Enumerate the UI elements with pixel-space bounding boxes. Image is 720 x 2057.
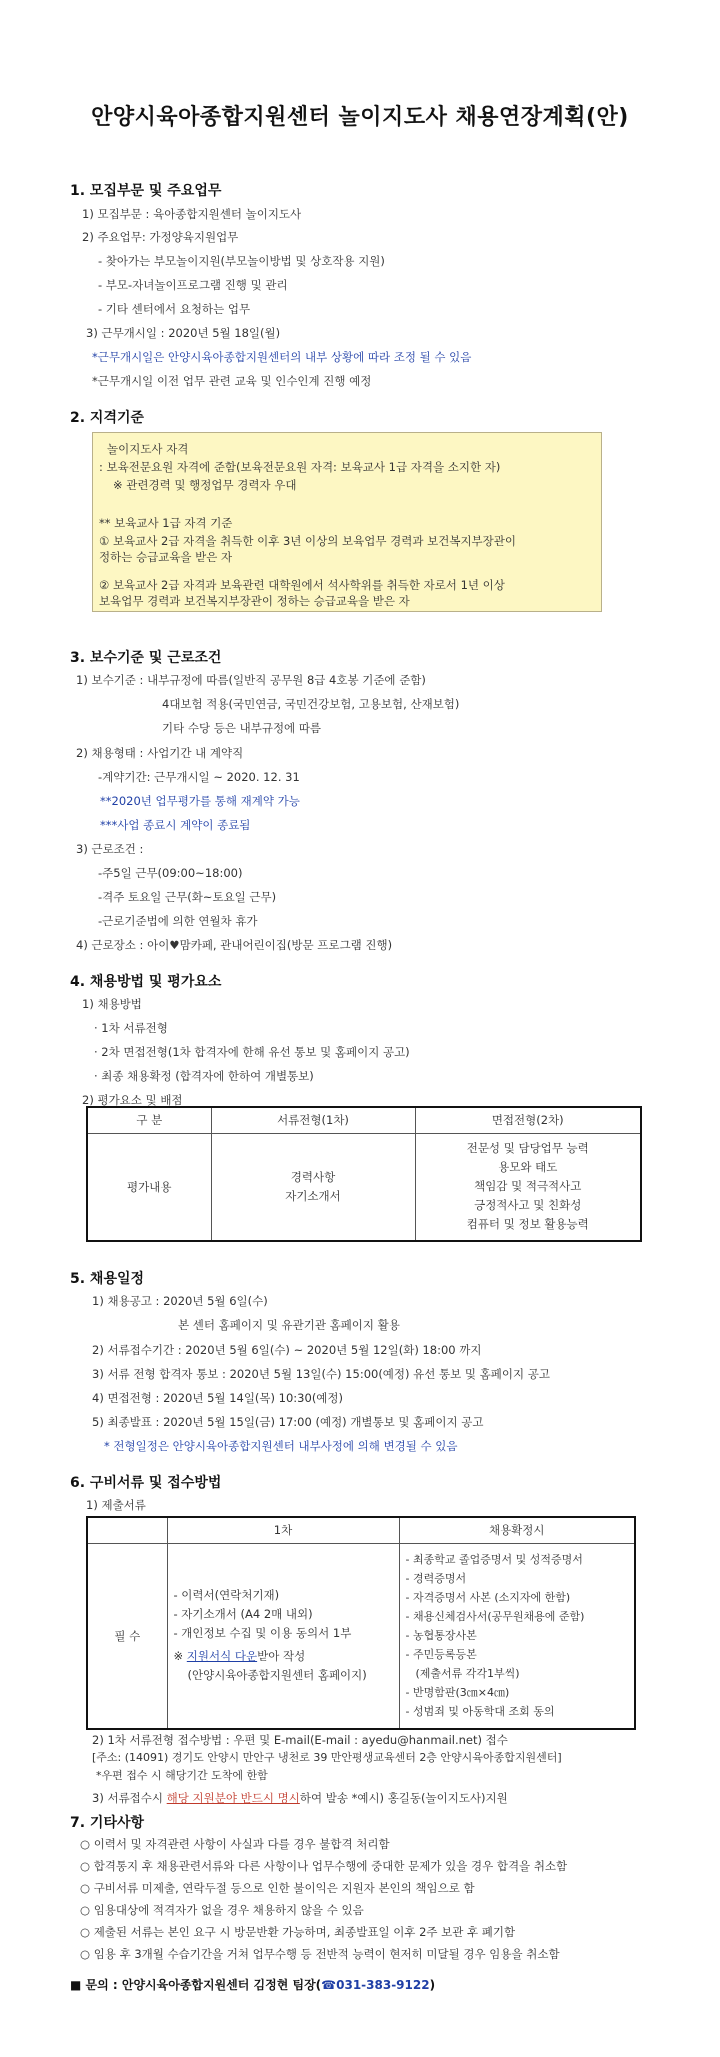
s1-line: 3) 근무개시일 : 2020년 5월 18일(월) [86, 326, 281, 340]
s3-line: 4) 근로장소 : 아이♥맘카페, 관내어린이집(방문 프로그램 진행) [76, 938, 393, 952]
table-cell-interview [415, 1133, 641, 1241]
contact-phone[interactable]: ☎031-383-9122 [321, 1978, 430, 1992]
cell-line [174, 1647, 399, 1666]
cell-line: - 자기소개서 (A4 2매 내외) [173, 1607, 313, 1622]
s1-line: 1) 모집부문 : 육아종합지원센터 놀이지도사 [82, 207, 302, 221]
text-prefix: 3) 서류접수시 [92, 1791, 167, 1805]
cell-line: (안양시육아종합지원센터 홈페이지) [187, 1668, 367, 1683]
box-line: ① 보육교사 2급 자격을 취득한 이후 3년 이상의 보육업무 경력과 보건복지부장관이 [99, 534, 516, 548]
cell-line: 용모와 태도 [498, 1160, 558, 1175]
s5-line: 3) 서류 전형 합격자 통보 : 2020년 5월 13일(수) 15:00(예정) 유선 통보 및 홈페이지 공고 [92, 1367, 550, 1381]
s3-line: -계약기간: 근무개시일 ~ 2020. 12. 31 [98, 770, 300, 784]
section-1-heading: 1. 모집부문 및 주요업무 [70, 183, 222, 199]
box-line: : 보육전문요원 자격에 준함(보육전문요원 자격: 보육교사 1급 자격을 소지한 자) [99, 460, 501, 474]
s6-line: 2) 1차 서류전형 접수방법 : 우편 및 E-mail(E-mail : ayedu@hanmail.net) 접수 [92, 1733, 508, 1747]
cell-line: - 경력증명서 [405, 1572, 467, 1586]
s5-note-blue: * 전형일정은 안양시육아종합지원센터 내부사정에 의해 변경될 수 있음 [104, 1439, 458, 1453]
s1-line: - 찾아가는 부모놀이지원(부모놀이방법 및 상호작용 지원) [98, 254, 385, 268]
contact-label: ■ 문의 : 안양시육아종합지원센터 김정현 팀장( [70, 1978, 322, 1992]
table-header: 서류전형(1차) [211, 1107, 415, 1133]
list-item: ○ 이력서 및 자격관련 사항이 사실과 다를 경우 불합격 처리함 [80, 1837, 390, 1851]
cell-line: - 자격증명서 사본 (소지자에 한함) [405, 1591, 571, 1605]
s5-line: 1) 채용공고 : 2020년 5월 6일(수) [92, 1294, 268, 1308]
table-header-empty [87, 1517, 167, 1543]
s3-line: 1) 보수기준 : 내부규정에 따름(일반직 공무원 8급 4호봉 기준에 준함) [76, 673, 426, 687]
s5-line: 5) 최종발표 : 2020년 5월 15일(금) 17:00 (예정) 개별통보 및 홈페이지 공고 [92, 1415, 484, 1429]
cell-line: 컴퓨터 및 정보 활용능력 [466, 1217, 589, 1232]
s4-line: 2) 평가요소 및 배점 [82, 1093, 183, 1107]
list-item: ○ 합격통지 후 채용관련서류와 다른 사항이나 업무수행에 중대한 문제가 있을 경우 합격을 취소함 [80, 1859, 568, 1873]
table-cell-doc [211, 1133, 415, 1241]
s3-line: 기타 수당 등은 내부규정에 따름 [162, 721, 322, 735]
s4-line: · 1차 서류전형 [94, 1021, 168, 1035]
s3-line: 4대보험 적용(국민연금, 국민건강보험, 고용보험, 산재보험) [162, 697, 460, 711]
list-item: ○ 임용 후 3개월 수습기간을 거쳐 업무수행 등 전반적 능력이 현저히 미달될 경우 임용을 취소함 [80, 1947, 560, 1961]
s4-line: 1) 채용방법 [82, 997, 142, 1011]
s1-line: - 부모-자녀놀이프로그램 진행 및 관리 [98, 278, 288, 292]
table-cell-first [167, 1543, 399, 1729]
s5-line: 2) 서류접수기간 : 2020년 5월 6일(수) ~ 2020년 5월 12일(화) 18:00 까지 [92, 1343, 482, 1357]
cell-line: 긍정적사고 및 친화성 [474, 1198, 582, 1213]
s5-line: 4) 면접전형 : 2020년 5월 14일(목) 10:30(예정) [92, 1391, 344, 1405]
table-row-label: 필 수 [87, 1543, 167, 1729]
note-prefix: ※ [173, 1649, 187, 1664]
s3-line: -격주 토요일 근무(화~토요일 근무) [98, 890, 277, 904]
s6-line: *우편 접수 시 해당기간 도착에 한함 [96, 1769, 268, 1782]
s4-line: · 최종 채용확정 (합격자에 한하여 개별통보) [94, 1069, 314, 1083]
box-line: 보육업무 경력과 보건복지부장관이 정하는 승급교육을 받은 자 [99, 594, 410, 608]
table-header: 채용확정시 [399, 1517, 635, 1543]
cell-line: - 성범죄 및 아동학대 조회 동의 [405, 1705, 555, 1719]
cell-line: - 채용신체검사서(공무원채용에 준함) [405, 1610, 585, 1624]
cell-line: - 반명함판(3㎝×4㎝) [405, 1686, 510, 1700]
cell-line: 자기소개서 [285, 1188, 341, 1203]
cell-line: - 농협통장사본 [405, 1629, 477, 1643]
table-header: 면접전형(2차) [415, 1107, 641, 1133]
s3-note-blue: ***사업 종료시 계약이 종료됨 [100, 818, 251, 832]
document-title: 안양시육아종합지원센터 놀이지도사 채용연장계획(안) [91, 105, 629, 130]
contact-footer [70, 1976, 435, 1993]
list-item: ○ 제출된 서류는 본인 요구 시 방문반환 가능하며, 최종발표일 이후 2주 보관 후 폐기함 [80, 1925, 516, 1939]
s1-line: - 기타 센터에서 요청하는 업무 [98, 302, 251, 316]
cell-line: - 이력서(연락처기재) [173, 1588, 280, 1603]
table-header: 구 분 [87, 1107, 211, 1133]
form-download-link[interactable]: 지원서식 다운 [186, 1649, 258, 1664]
s3-line: 3) 근로조건 : [76, 842, 144, 856]
s6-address: [주소: (14091) 경기도 안양시 만안구 냉천로 39 만안평생교육센터 2층 안양시육아종합지원센터] [92, 1751, 562, 1764]
section-5-heading: 5. 채용일정 [70, 1271, 145, 1287]
box-line: ※ 관련경력 및 행정업무 경력자 우대 [113, 478, 297, 492]
list-item: ○ 구비서류 미제출, 연락두절 등으로 인한 불이익은 지원자 본인의 책임으로 함 [80, 1881, 475, 1895]
list-item: ○ 임용대상에 적격자가 없을 경우 채용하지 않을 수 있음 [80, 1903, 364, 1917]
s6-line [92, 1790, 508, 1806]
s5-line: 본 센터 홈페이지 및 유관기관 홈페이지 활용 [178, 1318, 400, 1332]
table-row-label: 평가내용 [87, 1133, 211, 1241]
s3-line: 2) 채용형태 : 사업기간 내 계약직 [76, 746, 244, 760]
text-suffix: 하여 발송 *예시) 홍길동(놀이지도사)지원 [299, 1791, 508, 1805]
highlight-red: 해당 지원분야 반드시 명시 [166, 1791, 300, 1805]
contact-close: ) [429, 1978, 436, 1992]
cell-line: (제출서류 각각1부씩) [415, 1667, 520, 1681]
note-suffix: 받아 작성 [257, 1649, 306, 1664]
box-line: ② 보육교사 2급 자격과 보육관련 대학원에서 석사학위를 취득한 자로서 1년 이상 [99, 578, 505, 592]
s3-line: -주5일 근무(09:00~18:00) [98, 866, 243, 880]
table-header: 1차 [167, 1517, 399, 1543]
section-6-heading: 6. 구비서류 및 접수방법 [70, 1475, 222, 1491]
box-line: 정하는 승급교육을 받은 자 [99, 550, 233, 564]
s1-note-blue: *근무개시일은 안양시육아종합지원센터의 내부 상황에 따라 조정 될 수 있음 [92, 350, 472, 364]
documents-table [86, 1516, 636, 1730]
table-cell-confirm [399, 1543, 635, 1729]
cell-line: - 개인정보 수집 및 이용 동의서 1부 [173, 1626, 352, 1641]
cell-line: 책임감 및 적극적사고 [474, 1179, 582, 1194]
evaluation-table [86, 1106, 642, 1242]
cell-line: 전문성 및 담당업무 능력 [466, 1141, 589, 1156]
s6-line: 1) 제출서류 [86, 1498, 146, 1512]
section-7-heading: 7. 기타사항 [70, 1815, 145, 1831]
s3-note-blue: **2020년 업무평가를 통해 재계약 가능 [100, 794, 300, 808]
section-4-heading: 4. 채용방법 및 평가요소 [70, 974, 222, 990]
qualification-box [92, 432, 602, 612]
cell-line: 경력사항 [290, 1169, 336, 1184]
box-line: 놀이지도사 자격 [107, 442, 189, 456]
cell-line: - 최종학교 졸업증명서 및 성적증명서 [405, 1553, 583, 1567]
s4-line: · 2차 면접전형(1차 합격자에 한해 유선 통보 및 홈페이지 공고) [94, 1045, 410, 1059]
box-line: ** 보육교사 1급 자격 기준 [99, 516, 233, 530]
cell-line: - 주민등록등본 [405, 1648, 477, 1662]
section-2-heading: 2. 지격기준 [70, 410, 145, 426]
section-3-heading: 3. 보수기준 및 근로조건 [70, 650, 222, 666]
s3-line: -근로기준법에 의한 연월차 휴가 [98, 914, 258, 928]
s1-note: *근무개시일 이전 업무 관련 교육 및 인수인계 진행 예정 [92, 374, 372, 388]
s1-line: 2) 주요업무: 가정양육지원업무 [82, 230, 239, 244]
